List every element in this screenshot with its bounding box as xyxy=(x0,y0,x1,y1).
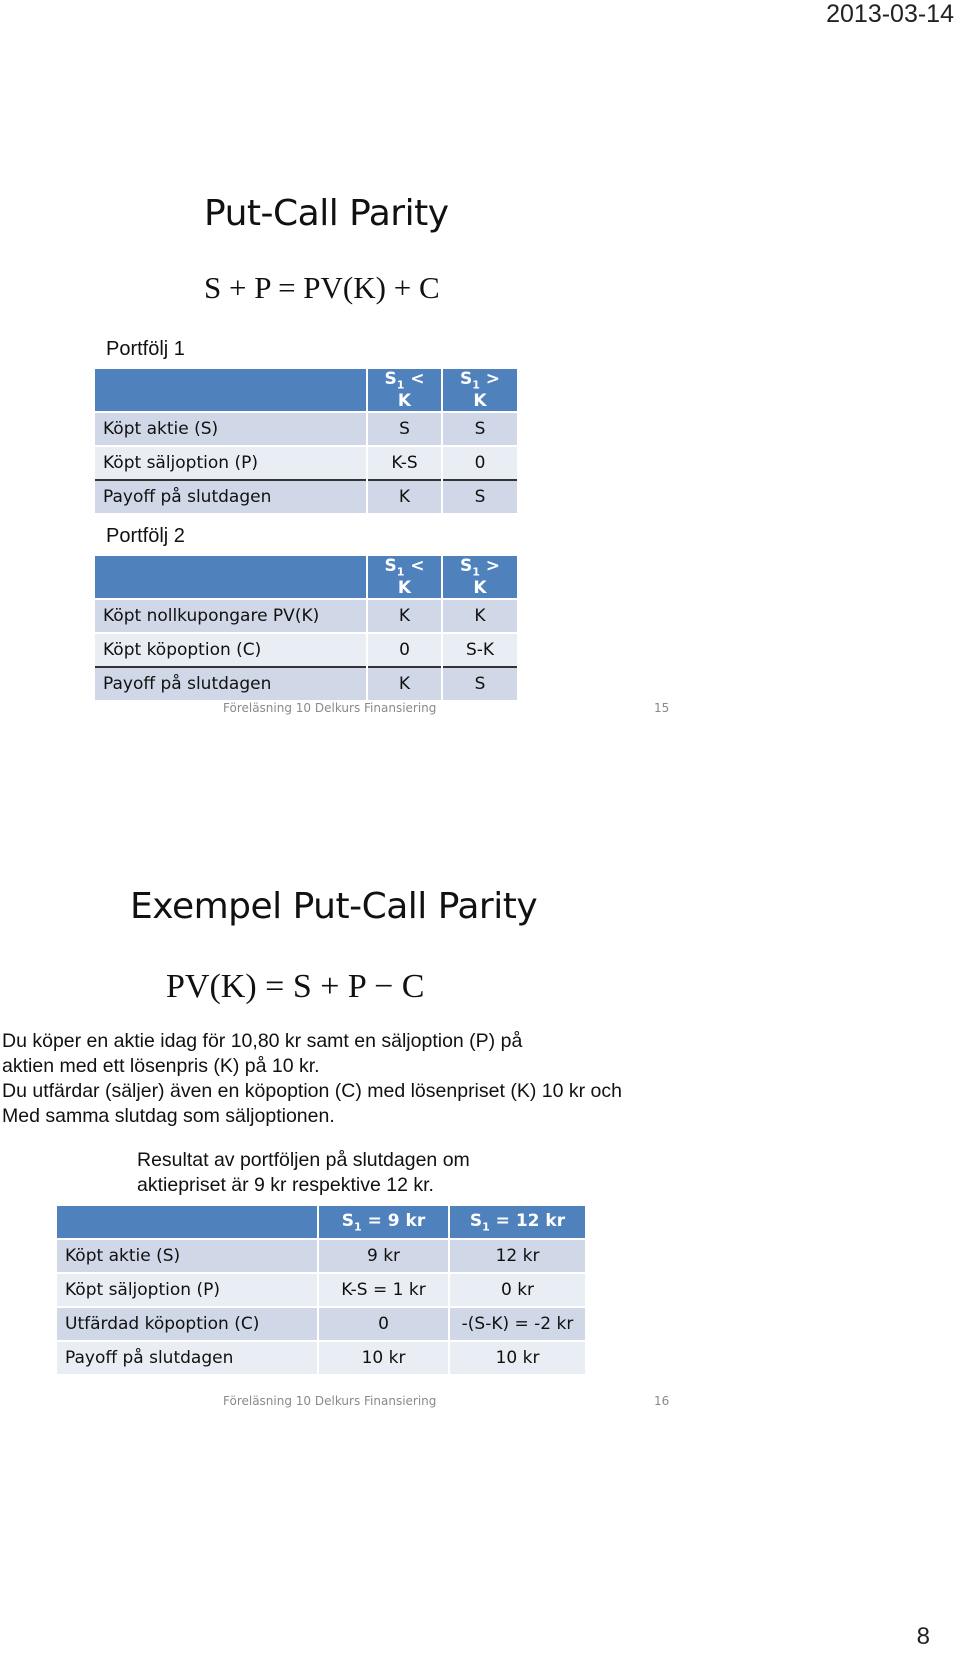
paragraph-line: aktien med ett lösenpris (K) på 10 kr. xyxy=(2,1055,320,1077)
table-header-row xyxy=(95,556,517,599)
slide2-title: Exempel Put-Call Parity xyxy=(130,886,538,927)
table-cell: K xyxy=(367,480,442,513)
table-cell: S-K xyxy=(442,633,517,667)
row-label: Payoff på slutdagen xyxy=(95,480,367,513)
table-cell: 10 kr xyxy=(449,1341,585,1374)
header-cell: $S_1 < K$ xyxy=(367,369,442,412)
table-row xyxy=(95,667,517,700)
table-row xyxy=(95,480,517,513)
example-table xyxy=(57,1206,585,1374)
slide1-title: Put-Call Parity xyxy=(204,193,449,234)
row-label: Payoff på slutdagen xyxy=(95,667,367,700)
table-cell: 9 kr xyxy=(318,1239,449,1273)
header-cell xyxy=(95,369,367,412)
result-line: aktiepriset är 9 kr respektive 12 kr. xyxy=(137,1174,434,1196)
table-cell: S xyxy=(442,480,517,513)
paragraph-line: Du köper en aktie idag för 10,80 kr samt en säljoption (P) på xyxy=(2,1030,523,1052)
table-cell: K-S = 1 kr xyxy=(318,1273,449,1307)
table-row xyxy=(95,599,517,633)
row-label: Köpt säljoption (P) xyxy=(57,1273,318,1307)
portfolio1-table xyxy=(95,369,517,513)
table-cell: 12 kr xyxy=(449,1239,585,1273)
table-cell: K xyxy=(442,599,517,633)
slide1-formula: S + P = PV(K) + C xyxy=(204,270,440,305)
row-label: Köpt köpoption (C) xyxy=(95,633,367,667)
table-row xyxy=(95,446,517,480)
table-cell: 10 kr xyxy=(318,1341,449,1374)
table-cell: K xyxy=(367,667,442,700)
row-label: Köpt aktie (S) xyxy=(95,412,367,446)
table-cell: -(S-K) = -2 kr xyxy=(449,1307,585,1341)
header-cell xyxy=(57,1206,318,1239)
slide2-formula: PV(K) = S + P − C xyxy=(166,968,425,1005)
slide1-footer-text: Föreläsning 10 Delkurs Finansiering xyxy=(223,701,437,715)
portfolio2-label: Portfölj 2 xyxy=(106,525,185,547)
header-cell xyxy=(95,556,367,599)
paragraph-line: Med samma slutdag som säljoptionen. xyxy=(2,1105,335,1127)
table-cell: 0 kr xyxy=(449,1273,585,1307)
row-label: Utfärdad köpoption (C) xyxy=(57,1307,318,1341)
result-description xyxy=(137,1148,470,1198)
row-label: Köpt nollkupongare PV(K) xyxy=(95,599,367,633)
table-row xyxy=(57,1239,585,1273)
header-cell: $S_1 = 12$ kr xyxy=(449,1206,585,1239)
row-label: Payoff på slutdagen xyxy=(57,1341,318,1374)
row-label: Köpt säljoption (P) xyxy=(95,446,367,480)
table-cell: 0 xyxy=(367,633,442,667)
table-row xyxy=(57,1307,585,1341)
table-cell: K xyxy=(367,599,442,633)
slide1-footer-number: 15 xyxy=(654,701,670,715)
slide2-footer-number: 16 xyxy=(654,1394,670,1408)
table-row xyxy=(95,412,517,446)
page-number: 8 xyxy=(916,1623,930,1650)
header-cell: $S_1 = 9$ kr xyxy=(318,1206,449,1239)
page-date: 2013-03-14 xyxy=(826,0,954,28)
table-cell: S xyxy=(367,412,442,446)
table-header-row xyxy=(95,369,517,412)
table-row xyxy=(95,633,517,667)
table-cell: S xyxy=(442,412,517,446)
result-line: Resultat av portföljen på slutdagen om xyxy=(137,1149,470,1171)
header-cell: $S_1 > K$ xyxy=(442,369,517,412)
example-paragraph xyxy=(2,1029,622,1129)
table-cell: S xyxy=(442,667,517,700)
table-row xyxy=(57,1273,585,1307)
row-label: Köpt aktie (S) xyxy=(57,1239,318,1273)
slide2-footer-text: Föreläsning 10 Delkurs Finansiering xyxy=(223,1394,437,1408)
header-cell: $S_1 < K$ xyxy=(367,556,442,599)
portfolio1-label: Portfölj 1 xyxy=(106,338,185,360)
table-header-row xyxy=(57,1206,585,1239)
header-cell: $S_1 > K$ xyxy=(442,556,517,599)
table-cell: K-S xyxy=(367,446,442,480)
portfolio2-table xyxy=(95,556,517,700)
paragraph-line: Du utfärdar (säljer) även en köpoption (C) med lösenpriset (K) 10 kr och xyxy=(2,1080,622,1102)
table-row xyxy=(57,1341,585,1374)
table-cell: 0 xyxy=(318,1307,449,1341)
table-cell: 0 xyxy=(442,446,517,480)
